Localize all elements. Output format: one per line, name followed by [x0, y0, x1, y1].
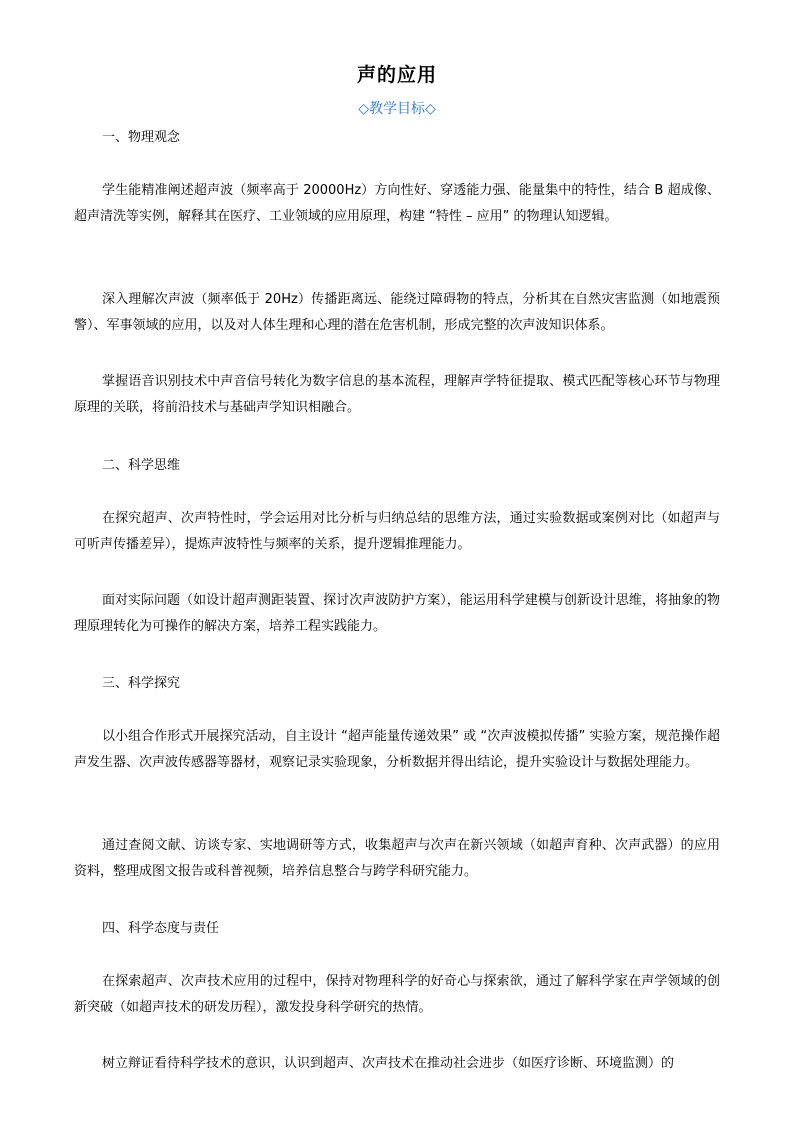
section-label-teaching-goals: ◇教学目标◇: [358, 101, 436, 117]
paragraph: 掌握语音识别技术中声音信号转化为数字信息的基本流程，理解声学特征提取、模式匹配等核心环节与物理原理的关联，将前沿技术与基础声学知识相融合。: [74, 374, 720, 415]
section-heading-scientific-inquiry: 三、科学探究: [102, 676, 181, 691]
paragraph: 学生能精准阐述超声波（频率高于 20000Hz）方向性好、穿透能力强、能量集中的特性，结合 B 超成像、超声清洗等实例，解释其在医疗、工业领域的应用原理，构建 “特性 – 应用” 的物理认知逻辑。: [74, 183, 720, 224]
paragraph: 树立辩证看待科学技术的意识，认识到超声、次声技术在推动社会进步（如医疗诊断、环境监测）的: [102, 1056, 675, 1071]
paragraph: 面对实际问题（如设计超声测距装置、探讨次声波防护方案），能运用科学建模与创新设计思维，将抽象的物理原理转化为可操作的解决方案，培养工程实践能力。: [74, 593, 720, 634]
section-heading-physics-concepts: 一、物理观念: [102, 130, 181, 145]
paragraph: 以小组合作形式开展探究活动，自主设计 “超声能量传递效果” 或 “次声波模拟传播” 实验方案，规范操作超声发生器、次声波传感器等器材，观察记录实验现象，分析数据并得出结论，提升实验设计与数据处理能力。: [74, 729, 720, 770]
section-heading-attitude-responsibility: 四、科学态度与责任: [102, 921, 220, 936]
page-title: 声的应用: [356, 64, 437, 86]
paragraph: 深入理解次声波（频率低于 20Hz）传播距离远、能绕过障碍物的特点，分析其在自然灾害监测（如地震预警）、军事领域的应用，以及对人体生理和心理的潜在危害机制，形成完整的次声波知识体系。: [74, 292, 720, 333]
paragraph: 通过查阅文献、访谈专家、实地调研等方式，收集超声与次声在新兴领域（如超声育种、次声武器）的应用资料，整理成图文报告或科普视频，培养信息整合与跨学科研究能力。: [74, 838, 720, 879]
section-heading-scientific-thinking: 二、科学思维: [102, 458, 181, 473]
paragraph: 在探索超声、次声技术应用的过程中，保持对物理科学的好奇心与探索欲，通过了解科学家在声学领域的创新突破（如超声技术的研发历程），激发投身科学研究的热情。: [74, 974, 720, 1015]
paragraph: 在探究超声、次声特性时，学会运用对比分析与归纳总结的思维方法，通过实验数据或案例对比（如超声与可听声传播差异），提炼声波特性与频率的关系，提升逻辑推理能力。: [74, 511, 720, 552]
